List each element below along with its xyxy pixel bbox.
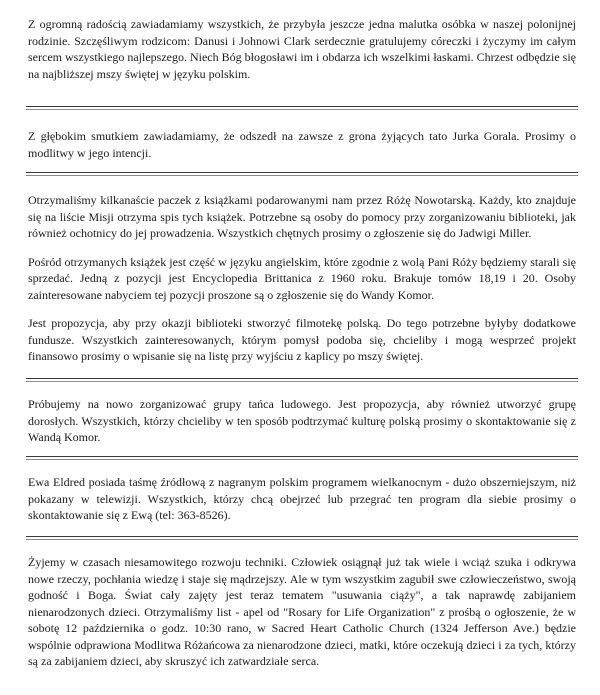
announcement-paragraph: Ewa Eldred posiada taśmę źródłową z nagranym polskim programem wielkanocnym - dużo obszerniejszym, niż pokazany w telewizji. Wszystkich, którzy chcą obejrzeć lub przegrać ten program dla siebie prosimy o skontaktowanie się z Ewą (tel: 363-8526). xyxy=(28,475,576,522)
announcement-paragraph: Żyjemy w czasach niesamowitego rozwoju techniki. Człowiek osiągnął już tak wiele i wciąż szuka i odkrywa nowe rzeczy, pochłania wiedzę i staje się mądrzejszy. Ale w tym wszystkim zagubił swe człowieczeństwo, swoją godność i Boga. Świat cały zajęty jest teraz tematem "usuwania ciąży", a tak naprawdę zabijaniem nienarodzonych dzieci. Otrzymaliśmy list - apel od "Rosary for Life Organization" z prośbą o ogłoszenie, że w sobotę 12 października o godz. 10:30 rano, w Sacred Heart Catholic Church (1324 Jefferson Ave.) będzie wspólnie odprawiona Modlitwa Różańcowa za nienarodzone dzieci, matki, które oczekują dzieci i za tych, którzy są za zabijaniem dzieci, aby skruszyć ich zatwardziałe serca. xyxy=(28,555,576,668)
announcement-paragraph: Z ogromną radością zawiadamiamy wszystkich, że przybyła jeszcze jedna malutka osóbka w naszej polonijnej rodzinie. Szczęśliwym rodzicom: Danusi i Johnowi Clark serdecznie gratulujemy córeczki i życzymy im całym sercem wszystkiego najlepszego. Niech Bóg błogosławi im i obdarza ich wszelkimi łaskami. Chrzest odbędzie się na najbliższej mszy świętej w języku polskim. xyxy=(28,17,576,81)
section-divider xyxy=(26,378,578,382)
announcement-paragraph: Otrzymaliśmy kilkanaście paczek z książkami podarowanymi nam przez Różę Nowotarską. Każdy, kto znajduje się na liście Misji otrzyma spis tych książek. Potrzebne są osoby do pomocy przy zorganizowaniu biblioteki, jak również ochotnicy do jej prowadzenia. Wszystkich chętnych prosimy o zgłoszenie się do Jadwigi Miller. xyxy=(28,193,576,240)
announcement-paragraph: Jest propozycja, aby przy okazji biblioteki stworzyć filmotekę polską. Do tego potrzebne byłyby dodatkowe fundusze. Wszystkich zainteresowanych, którym pomysł podoba się, chcieliby i mogą wesprzeć projekt finansowo prosimy o wpisanie się na listę przy wyjściu z kaplicy po mszy świętej. xyxy=(28,316,576,363)
section-divider xyxy=(26,456,578,460)
announcement-rosary xyxy=(28,554,576,670)
announcement-condolence xyxy=(28,128,576,161)
announcement-birth xyxy=(28,16,576,82)
announcement-paragraph: Pośród otrzymanych książek jest część w języku angielskim, które zgodnie z wolą Pani Róży będziemy starali się sprzedać. Jedną z pozycji jest Encyclopedia Brittanica z 1960 roku. Brakuje tomów 18,19 i 20. Osoby zainteresowane nabyciem tej pozycji proszone są o zgłoszenie się do Wandy Komor. xyxy=(28,254,576,302)
announcement-library xyxy=(28,192,576,365)
announcement-folk-dance xyxy=(28,396,576,446)
announcement-paragraph: Próbujemy na nowo zorganizować grupy tańca ludowego. Jest propozycja, aby również utworzyć grupę dorosłych. Wszystkich, którzy chcieliby w ten sposób podtrzymać kulturę polską prosimy o skontaktowanie się z Wandą Komor. xyxy=(28,397,576,444)
announcement-paragraph: Z głębokim smutkiem zawiadamiamy, że odszedł na zawsze z grona żyjących tato Jurka Gorala. Prosimy o modlitwy w jego intencji. xyxy=(28,129,576,160)
section-divider xyxy=(26,106,578,110)
section-divider xyxy=(26,172,578,176)
announcement-easter-tape xyxy=(28,474,576,524)
section-divider xyxy=(26,536,578,540)
